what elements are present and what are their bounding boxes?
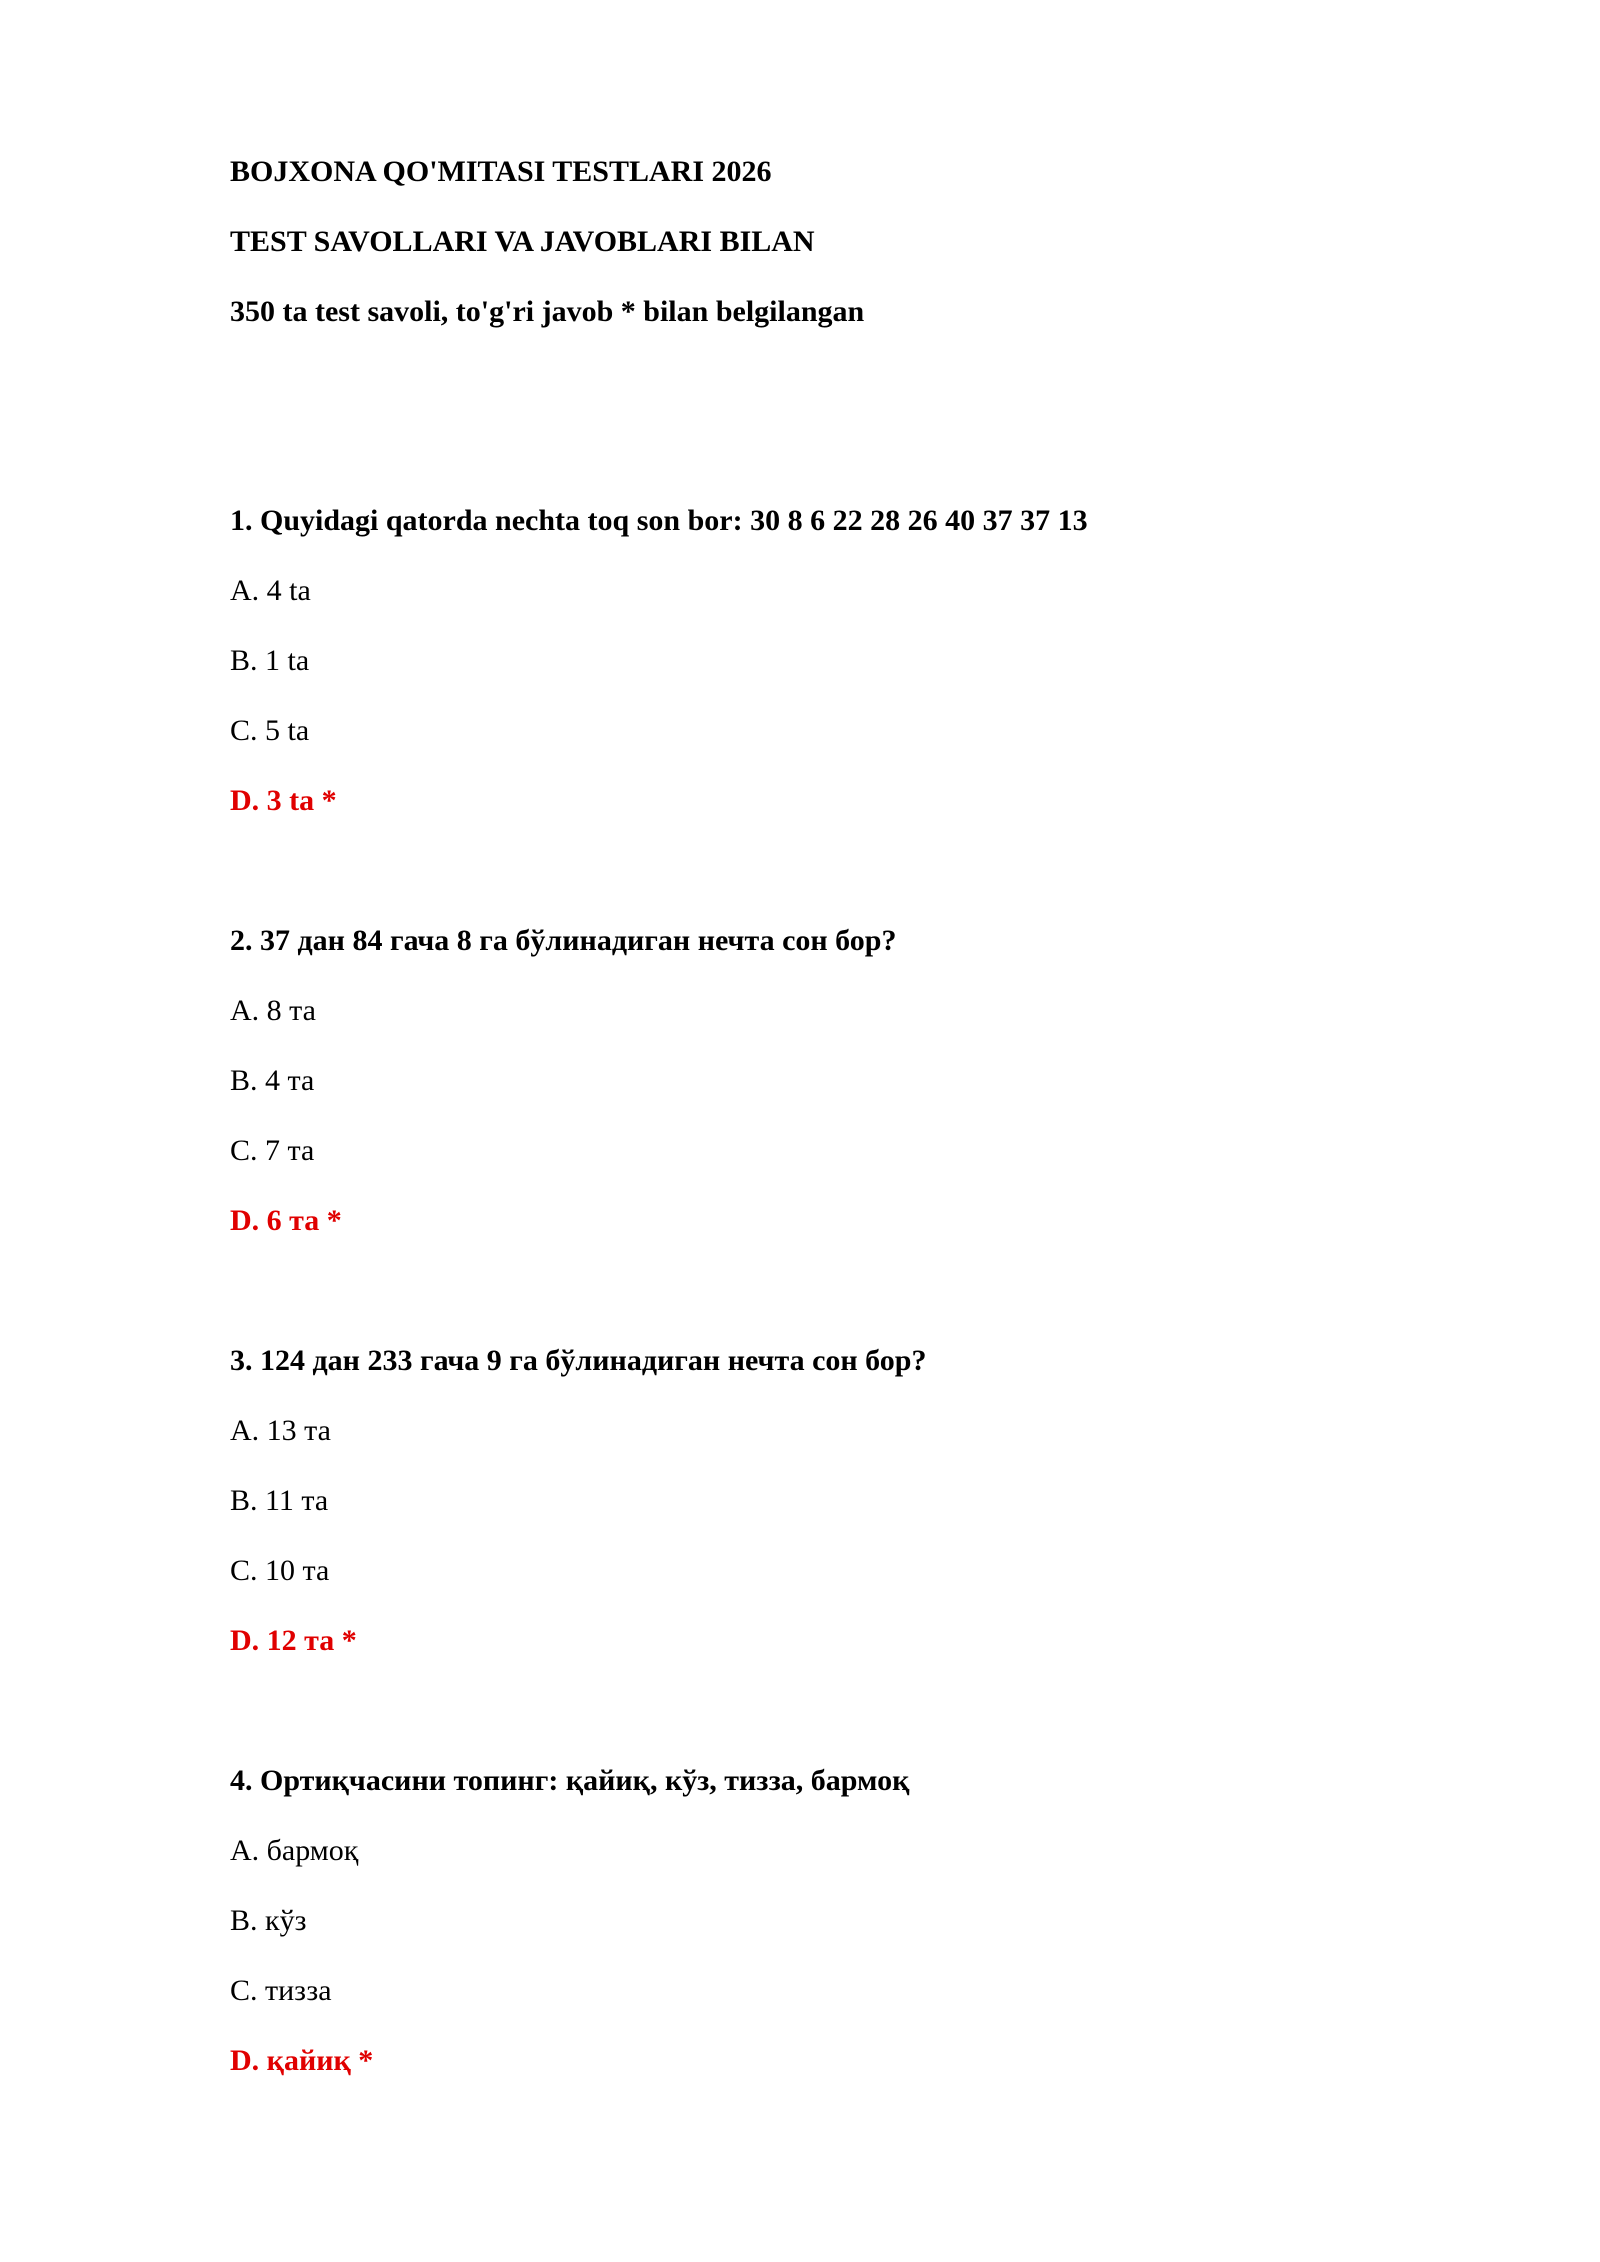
- answer-option-b: B. 4 та: [230, 1064, 315, 1097]
- answer-option-c: C. 7 та: [230, 1134, 315, 1167]
- answer-option-a: A. 4 ta: [230, 574, 311, 607]
- question-text: 1. Quyidagi qatorda nechta toq son bor: 30 8 6 22 28 26 40 37 37 13: [230, 504, 1088, 537]
- answer-option-c: C. 5 ta: [230, 714, 310, 747]
- document-note: 350 ta test savoli, to'g'ri javob * bilan belgilangan: [230, 295, 865, 328]
- answer-option-c: C. тизза: [230, 1974, 332, 2007]
- document-subtitle: TEST SAVOLLARI VA JAVOBLARI BILAN: [230, 225, 815, 258]
- document-title: BOJXONA QO'MITASI TESTLARI 2026: [230, 155, 772, 188]
- question-text: 2. 37 дан 84 гача 8 га бўлинадиган нечта сон бор?: [230, 924, 897, 957]
- correct-answer-option-d: D. 3 ta *: [230, 784, 337, 817]
- correct-answer-option-d: D. 6 та *: [230, 1204, 342, 1237]
- answer-option-b: B. 11 та: [230, 1484, 329, 1517]
- question-text: 4. Ортиқчасини топинг: қайиқ, кўз, тизза, бармоқ: [230, 1764, 910, 1797]
- answer-option-b: B. 1 ta: [230, 644, 310, 677]
- answer-option-a: A. 13 та: [230, 1414, 331, 1447]
- answer-option-c: C. 10 та: [230, 1554, 330, 1587]
- answer-option-a: A. 8 та: [230, 994, 316, 1027]
- correct-answer-option-d: D. 12 та *: [230, 1624, 357, 1657]
- answer-option-a: A. бармоқ: [230, 1834, 359, 1867]
- correct-answer-option-d: D. қайиқ *: [230, 2044, 374, 2077]
- answer-option-b: B. кўз: [230, 1904, 307, 1937]
- question-text: 3. 124 дан 233 гача 9 га бўлинадиган нечта сон бор?: [230, 1344, 927, 1377]
